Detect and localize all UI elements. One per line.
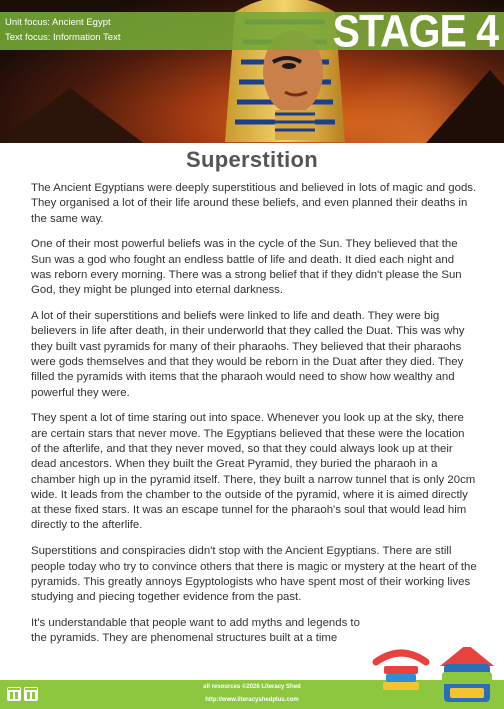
paragraph: It's understandable that people want to add myths and legends to the pyramids. They are phenomenal structures built at a time bbox=[31, 616, 360, 645]
literacy-shed-logo bbox=[436, 640, 498, 706]
paragraph: They spent a lot of time staring out into space. Whenever you look up at the sky, there are certain stars that never move. The Egyptians believed that these were the location of the afterlife, and that they never moved, so that they could always look up at their dead ancestors. When they built the Great Pyramid, they buried the pharaoh in a chamber high up in the pyramid itself. There, they built a narrow tunnel that is only 20cm wide. It leads from the chamber to the outside of the pyramid, where it is aimed directly at these fixed stars. It was an escape tunnel for the pharaoh's soul that would lead him directly to the afterlife. bbox=[31, 412, 476, 532]
article-body bbox=[31, 181, 477, 657]
website-link[interactable]: http://www.literacyshedplus.com bbox=[205, 697, 299, 703]
paragraph: One of their most powerful beliefs was in the cycle of the Sun. They believed that the Sun was a god who fought an endless battle of life and death. It died each night and was reborn every morning. There was a strong belief that if they didn't please the Sun God, they might be plunged into eternal darkness. bbox=[31, 238, 462, 297]
pyramid-silhouette-left bbox=[0, 88, 150, 143]
paragraph: Superstitions and conspiracies didn't stop with the Ancient Egyptians. There are still people today who try to convince others that there is magic or mystery at the heart of the pyramids. This greatly annoys Egyptologists who have spent most of their working lives studying and piecing together evidence from the past. bbox=[31, 545, 477, 604]
paragraph: The Ancient Egyptians were deeply superstitious and believed in lots of magic and gods. They organised a lot of their life around these beliefs, and even planned their deaths in the same way. bbox=[31, 182, 477, 225]
copyright-text: all resources ©2026 Literacy Shed bbox=[203, 684, 301, 690]
unit-focus-label: Unit focus: Ancient Egypt bbox=[5, 17, 111, 28]
paragraph: A lot of their superstitions and beliefs were linked to life and death. They were big believers in life after death, in their underworld that they called the Duat. This was why they built vast pyramids for many of their pharaohs. They believed that their pharaohs were gods themselves and that they would be reborn in the Duat after they died. They filled the pyramids with items that the pharaoh would need to show how wealthy and powerful they were. bbox=[31, 310, 465, 399]
page-title: Superstition bbox=[186, 147, 318, 172]
stage-label: STAGE 4 bbox=[332, 6, 498, 57]
text-focus-label: Text focus: Information Text bbox=[5, 32, 121, 43]
header-banner-image bbox=[0, 0, 504, 143]
reading-around-curriculum-logo bbox=[372, 640, 430, 702]
pyramid-silhouette-right bbox=[420, 70, 504, 143]
